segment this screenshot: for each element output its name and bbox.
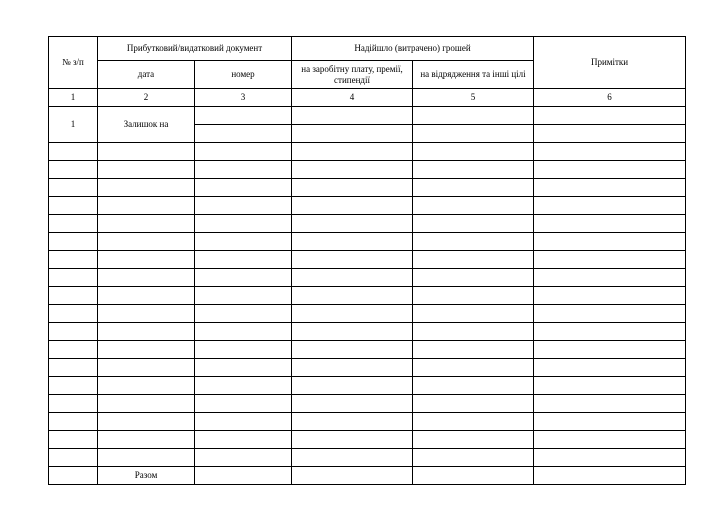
table-cell[interactable] [49, 431, 98, 449]
table-cell[interactable] [49, 197, 98, 215]
table-cell[interactable] [292, 161, 413, 179]
table-cell[interactable] [98, 377, 195, 395]
table-cell[interactable] [195, 395, 292, 413]
table-cell[interactable] [98, 395, 195, 413]
table-cell[interactable] [195, 125, 292, 143]
table-cell[interactable] [292, 197, 413, 215]
table-cell[interactable] [49, 287, 98, 305]
table-cell[interactable] [49, 323, 98, 341]
table-row [49, 215, 686, 233]
table-cell[interactable] [49, 143, 98, 161]
table-cell[interactable] [413, 143, 534, 161]
table-cell[interactable] [195, 107, 292, 125]
table-cell[interactable] [534, 269, 686, 287]
table-cell[interactable] [292, 323, 413, 341]
table-cell[interactable] [413, 305, 534, 323]
table-row [49, 431, 686, 449]
table-cell[interactable] [534, 107, 686, 125]
table-cell[interactable] [534, 467, 686, 485]
table-cell[interactable] [292, 395, 413, 413]
table-cell[interactable] [413, 179, 534, 197]
table-cell[interactable] [195, 341, 292, 359]
balance-row [49, 107, 686, 125]
table-cell[interactable] [98, 233, 195, 251]
table-cell[interactable] [195, 269, 292, 287]
table-cell[interactable] [49, 269, 98, 287]
header-travel: на відрядження та інші цілі [413, 61, 534, 89]
table-cell[interactable] [534, 359, 686, 377]
column-number: 3 [195, 89, 292, 107]
table-cell[interactable] [98, 287, 195, 305]
table-row [49, 287, 686, 305]
table-cell[interactable] [534, 215, 686, 233]
table-cell[interactable] [292, 287, 413, 305]
column-number-row [49, 89, 686, 107]
table-cell[interactable] [292, 449, 413, 467]
table-cell[interactable] [534, 161, 686, 179]
column-number: 6 [534, 89, 686, 107]
table-cell[interactable] [413, 377, 534, 395]
table-cell[interactable] [534, 143, 686, 161]
table-cell[interactable] [534, 197, 686, 215]
table-cell[interactable] [195, 359, 292, 377]
table-cell[interactable] [49, 467, 98, 485]
table-cell[interactable] [195, 233, 292, 251]
header-date: дата [98, 61, 195, 89]
table-cell[interactable] [98, 161, 195, 179]
table-cell[interactable] [49, 449, 98, 467]
table-cell[interactable] [195, 215, 292, 233]
balance-row-num: 1 [49, 107, 98, 143]
table-cell[interactable] [49, 233, 98, 251]
table-cell[interactable] [413, 413, 534, 431]
table-cell[interactable] [413, 197, 534, 215]
table-cell[interactable] [413, 215, 534, 233]
table-cell[interactable] [413, 161, 534, 179]
table-cell[interactable] [98, 449, 195, 467]
table-cell[interactable] [195, 251, 292, 269]
table-cell[interactable] [292, 233, 413, 251]
table-cell[interactable] [98, 143, 195, 161]
table-cell[interactable] [98, 305, 195, 323]
table-cell[interactable] [413, 125, 534, 143]
table-cell[interactable] [292, 251, 413, 269]
table-cell[interactable] [292, 125, 413, 143]
table-cell[interactable] [195, 197, 292, 215]
table-cell[interactable] [98, 359, 195, 377]
table-cell[interactable] [195, 449, 292, 467]
table-cell[interactable] [98, 197, 195, 215]
table-cell[interactable] [98, 323, 195, 341]
table-cell[interactable] [49, 359, 98, 377]
table-cell[interactable] [49, 251, 98, 269]
table-cell[interactable] [534, 413, 686, 431]
table-cell[interactable] [534, 125, 686, 143]
table-cell[interactable] [534, 287, 686, 305]
table-cell[interactable] [49, 161, 98, 179]
table-cell[interactable] [98, 179, 195, 197]
table-cell[interactable] [292, 413, 413, 431]
table-cell[interactable] [195, 431, 292, 449]
header-number: номер [195, 61, 292, 89]
table-row [49, 449, 686, 467]
table-cell[interactable] [49, 215, 98, 233]
table-row [49, 323, 686, 341]
table-cell[interactable] [534, 251, 686, 269]
table-cell[interactable] [98, 413, 195, 431]
table-cell[interactable] [413, 449, 534, 467]
table-row [49, 413, 686, 431]
table-cell[interactable] [292, 359, 413, 377]
table-cell[interactable] [534, 179, 686, 197]
table-cell[interactable] [98, 341, 195, 359]
table-cell[interactable] [195, 305, 292, 323]
table-row [49, 341, 686, 359]
total-row [49, 467, 686, 485]
table-row [49, 161, 686, 179]
table-cell[interactable] [534, 449, 686, 467]
table-cell[interactable] [292, 305, 413, 323]
table-cell[interactable] [413, 395, 534, 413]
table-cell[interactable] [534, 431, 686, 449]
table-cell[interactable] [292, 467, 413, 485]
table-cell[interactable] [413, 107, 534, 125]
table-cell[interactable] [195, 179, 292, 197]
table-cell[interactable] [49, 413, 98, 431]
table-cell[interactable] [534, 341, 686, 359]
header-salary: на заробітну плату, премії, стипендії [292, 61, 413, 89]
table-row [49, 377, 686, 395]
header-document-group: Прибутковий/видатковий документ [98, 37, 292, 61]
table-cell[interactable] [534, 305, 686, 323]
table-cell[interactable] [413, 467, 534, 485]
table-cell[interactable] [413, 269, 534, 287]
balance-label: Залишок на [98, 107, 195, 143]
table-cell[interactable] [195, 413, 292, 431]
table-cell[interactable] [413, 287, 534, 305]
table-cell[interactable] [98, 251, 195, 269]
table-cell[interactable] [195, 287, 292, 305]
table-cell[interactable] [292, 107, 413, 125]
table-row [49, 251, 686, 269]
table-cell[interactable] [292, 377, 413, 395]
table-cell[interactable] [195, 377, 292, 395]
cash-ledger-table [48, 36, 686, 485]
table-cell[interactable] [534, 377, 686, 395]
table-row [49, 233, 686, 251]
table-cell[interactable] [49, 179, 98, 197]
table-row [49, 305, 686, 323]
table-cell[interactable] [292, 215, 413, 233]
table-cell[interactable] [195, 467, 292, 485]
table-cell[interactable] [413, 341, 534, 359]
table-cell[interactable] [292, 179, 413, 197]
table-cell[interactable] [98, 215, 195, 233]
table-row [49, 269, 686, 287]
table-cell[interactable] [534, 233, 686, 251]
table-cell[interactable] [534, 395, 686, 413]
table-cell[interactable] [49, 341, 98, 359]
table-row [49, 143, 686, 161]
table-cell[interactable] [413, 431, 534, 449]
table-cell[interactable] [49, 377, 98, 395]
header-notes: Примітки [534, 37, 686, 89]
table-row [49, 359, 686, 377]
table-cell[interactable] [413, 323, 534, 341]
header-money-group: Надійшло (витрачено) грошей [292, 37, 534, 61]
table-cell[interactable] [49, 305, 98, 323]
table-cell[interactable] [292, 341, 413, 359]
table-cell[interactable] [98, 431, 195, 449]
header-num: № з/п [49, 37, 98, 89]
column-number: 2 [98, 89, 195, 107]
table-cell[interactable] [98, 269, 195, 287]
table-row [49, 179, 686, 197]
table-cell[interactable] [49, 395, 98, 413]
table-cell[interactable] [534, 323, 686, 341]
table-cell[interactable] [292, 143, 413, 161]
table-cell[interactable] [195, 161, 292, 179]
total-label: Разом [98, 467, 195, 485]
table-cell[interactable] [413, 359, 534, 377]
table-cell[interactable] [195, 323, 292, 341]
table-row [49, 197, 686, 215]
table-cell[interactable] [292, 431, 413, 449]
column-number: 4 [292, 89, 413, 107]
column-number: 5 [413, 89, 534, 107]
table-row [49, 395, 686, 413]
table-cell[interactable] [292, 269, 413, 287]
table-cell[interactable] [413, 233, 534, 251]
table-cell[interactable] [413, 251, 534, 269]
column-number: 1 [49, 89, 98, 107]
table-cell[interactable] [195, 143, 292, 161]
header-row-1 [49, 37, 686, 61]
